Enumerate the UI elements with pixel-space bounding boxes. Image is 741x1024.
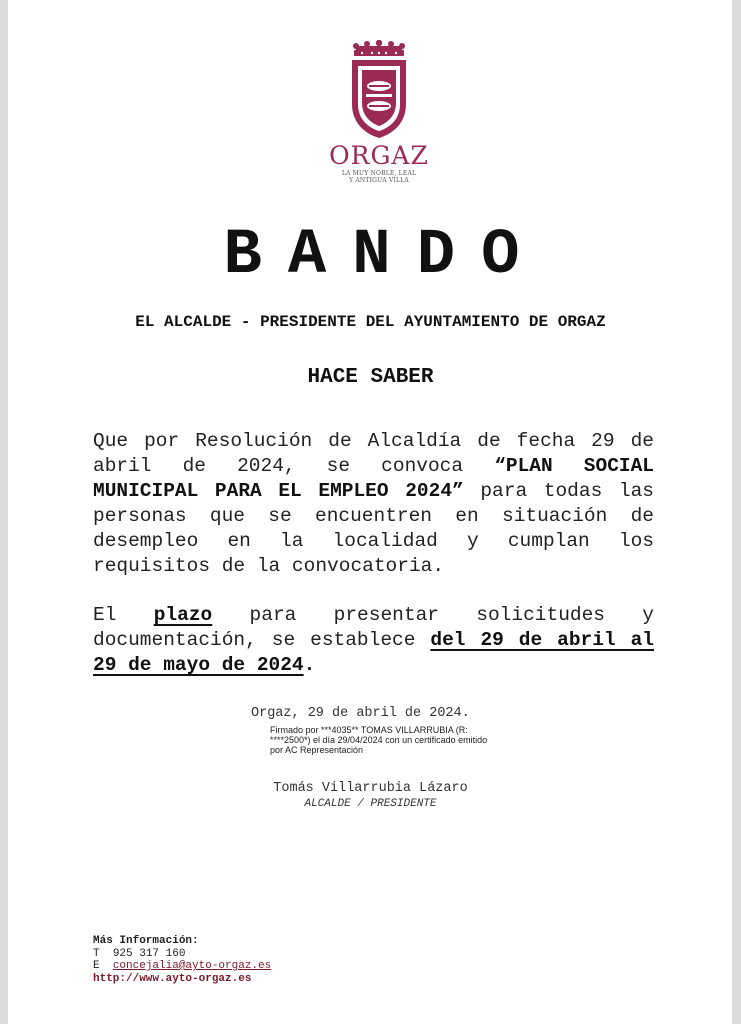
contact-info — [93, 935, 271, 985]
paragraph-announcement — [93, 429, 654, 579]
digital-signature-note: Firmado por ***4035** TOMAS VILLARRUBIA (R: ****2500*) el día 29/04/2024 con un certificado emitido por AC Representación — [270, 725, 488, 755]
coat-of-arms-icon — [348, 40, 410, 140]
paragraph2-plazo: plazo — [153, 604, 213, 626]
paragraph2-text-b: para presentar solicitudes y documentación, se establece — [93, 604, 655, 651]
contact-email-row — [93, 960, 271, 973]
paragraph2-text-c: . — [303, 654, 316, 676]
paragraph2-text-a: El — [93, 604, 154, 626]
phone-number: 925 317 160 — [112, 947, 186, 960]
paragraph2-dates: del 29 de abril al 29 de mayo de 2024 — [93, 629, 654, 676]
place-date: Orgaz, 29 de abril de 2024. — [251, 706, 470, 721]
town-logo — [314, 40, 444, 195]
paragraph-deadline — [93, 603, 654, 678]
website-link[interactable]: http://www.ayto-orgaz.es — [93, 972, 252, 985]
paragraph1-text-b: para todas las personas que se encuentren en situación de desempleo en la localidad y cumplan los requisitos de la convocatoria. — [93, 480, 654, 577]
signer-name: Tomás Villarrubia Lázaro — [273, 781, 468, 796]
contact-heading: Más Información: — [93, 935, 199, 947]
contact-phone-row — [93, 948, 271, 961]
paragraph1-plan-name: “PLAN SOCIAL MUNICIPAL PARA EL EMPLEO 2024” — [93, 455, 654, 502]
paragraph1-text-a: Que por Resolución de Alcaldía de fecha 29 de abril de 2024, se convoca — [93, 430, 654, 477]
phone-label: T — [93, 947, 100, 960]
email-link[interactable]: concejalia@ayto-orgaz.es — [112, 960, 272, 972]
signer-role: ALCALDE / PRESIDENTE — [304, 798, 437, 810]
document-page — [8, 0, 732, 1024]
document-subtitle: EL ALCALDE - PRESIDENTE DEL AYUNTAMIENTO DE ORGAZ — [135, 313, 606, 331]
email-label: E — [93, 960, 100, 972]
section-heading: HACE SABER — [307, 366, 434, 389]
logo-motto-line2: Y ANTIGUA VILLA — [349, 177, 409, 184]
document-title: BANDO — [223, 220, 546, 292]
logo-motto-line1: LA MUY NOBLE, LEAL — [341, 170, 417, 177]
logo-name: ORGAZ — [329, 141, 429, 170]
